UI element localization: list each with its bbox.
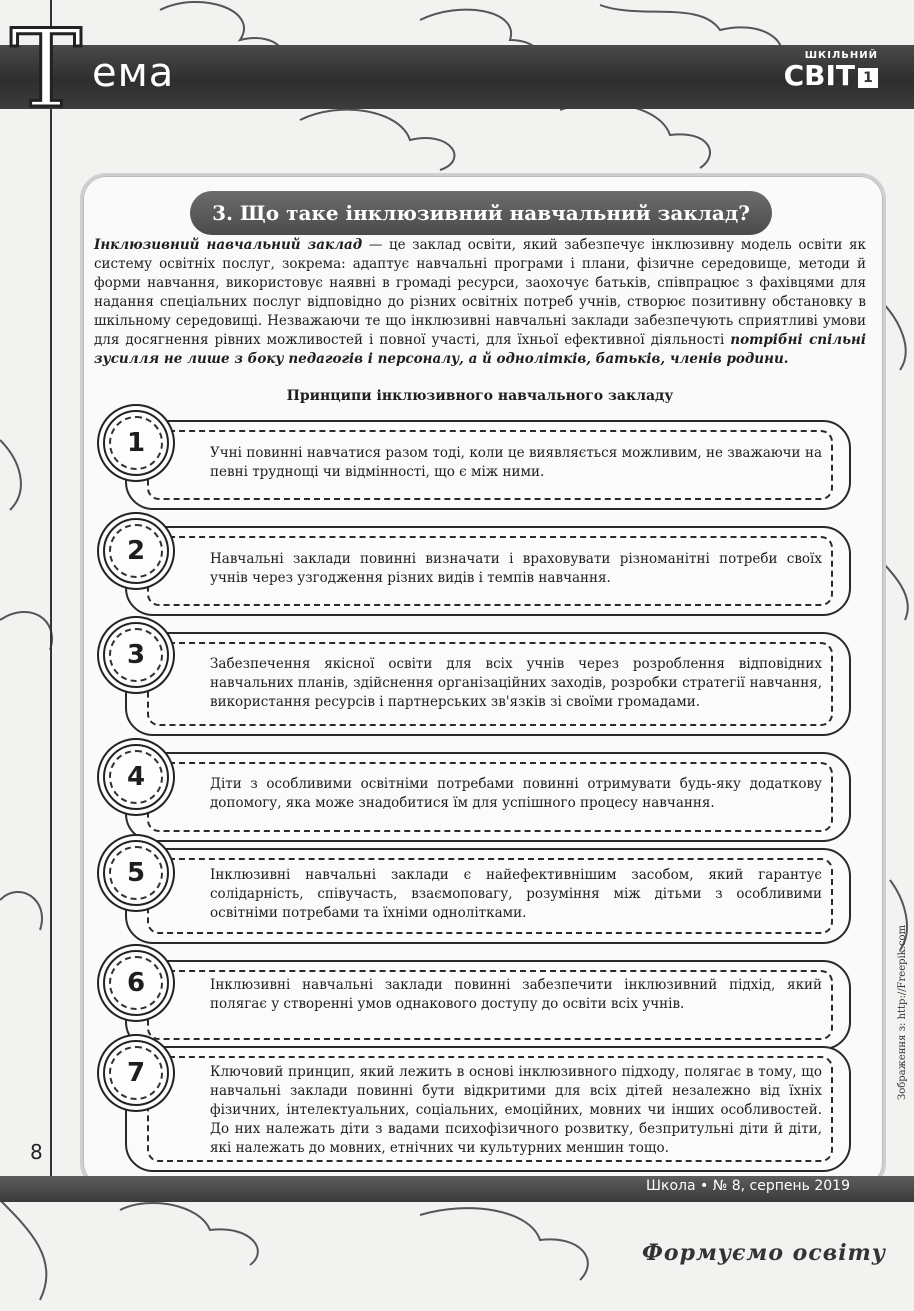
slogan: Формуємо освіту [642, 1240, 886, 1266]
principle-number-badge [103, 622, 169, 688]
principle-number: 1 [126, 428, 146, 458]
issue-info: Школа • № 8, серпень 2019 [646, 1178, 850, 1194]
principle-number: 2 [126, 536, 146, 566]
logo-word: СВІТ [783, 59, 855, 92]
principles-heading: Принципи інклюзивного навчального закладу [286, 388, 674, 404]
principle-number: 3 [126, 640, 146, 670]
logo-main-text [774, 61, 878, 91]
intro-term: Інклюзивний навчальний заклад [94, 237, 363, 253]
principle-number: 6 [126, 968, 146, 998]
intro-emphasis: потрібні спільні зусилля не лише з боку педагогів і персоналу, а й однолітків, батьків, членів родини. [94, 332, 866, 367]
image-credit: Зображення з: http://Freepik.com [897, 924, 908, 1100]
section-letter: Т [9, 7, 83, 132]
principle-text: Інклюзивні навчальні заклади є найефективнішим засобом, який гарантує солідарність, співучасть, взаємоповагу, розуміння між дітьми з особливими освітніми потребами та їхніми однолітками. [210, 867, 822, 921]
principle-number: 5 [126, 858, 146, 888]
principle-text: Ключовий принцип, який лежить в основі інклюзивного підходу, полягає в тому, що навчальні заклади повинні бути відкритими для всіх дітей незалежно від їхніх фізичних, інтелектуальних, соціальних, емоційних, мовних чи інших особливостей. До них належать діти з вадами психофізичного розвитку, безпритульні діти й діти, які належать до мовних, етнічних чи культурних меншин тощо. [210, 1064, 822, 1156]
principle-number: 7 [126, 1058, 146, 1088]
principle-text: Інклюзивні навчальні заклади повинні забезпечити інклюзивний підхід, який полягає у створенні умов однакового доступу до освіти всіх учнів. [210, 977, 822, 1012]
principle-number-badge [103, 950, 169, 1016]
principle-text: Діти з особливими освітніми потребами повинні отримувати будь-яку додаткову допомогу, яка може знадобитися їм для успішного процесу навчання. [210, 776, 822, 811]
principle-number-badge [103, 410, 169, 476]
logo-mark: 1 [858, 68, 878, 88]
margin-line [50, 0, 52, 1200]
intro-paragraph [94, 236, 866, 369]
principle-text: Учні повинні навчатися разом тоді, коли це виявляється можливим, не зважаючи на певні труднощі чи відмінності, що є між ними. [210, 445, 822, 480]
principle-number-badge [103, 744, 169, 810]
logo-top-text: ШКІЛЬНИЙ [804, 50, 878, 61]
page-number: 8 [30, 1140, 43, 1164]
section-title: ема [92, 50, 175, 96]
intro-text: — це заклад освіти, який забезпечує інклюзивну модель освіти як систему освітніх послуг, зокрема: адаптує навчальні програми і плани, фізичне середовище, методи й форми навчання, використовує наявні в громаді ресурси, заохочує батьків, співпрацює з фахівцями для надання спеціальних послуг відповідно до різних освітніх потреб учнів, створює позитивну обстановку в шкільному середовищі. Незважаючи те що інклюзивні навчальні заклади забезпечують сприятливі умови для досягнення рівних можливостей і повної участі, для їхньої ефективної діяльності [94, 237, 866, 348]
principle-number-badge [103, 518, 169, 584]
principle-number-badge [103, 1040, 169, 1106]
principle-text: Навчальні заклади повинні визначати і враховувати різноманітні потреби своїх учнів через узгодження різних видів і темпів навчання. [210, 551, 822, 586]
magazine-logo [774, 50, 878, 98]
article-title: 3. Що таке інклюзивний навчальний заклад? [190, 191, 772, 235]
principle-number: 4 [126, 762, 146, 792]
principle-text: Забезпечення якісної освіти для всіх учнів через розроблення відповідних навчальних планів, здійснення організаційних заходів, розробки стратегії навчання, використання ресурсів і партнерських зв'язків зі своїми громадами. [210, 656, 822, 710]
principle-number-badge [103, 840, 169, 906]
